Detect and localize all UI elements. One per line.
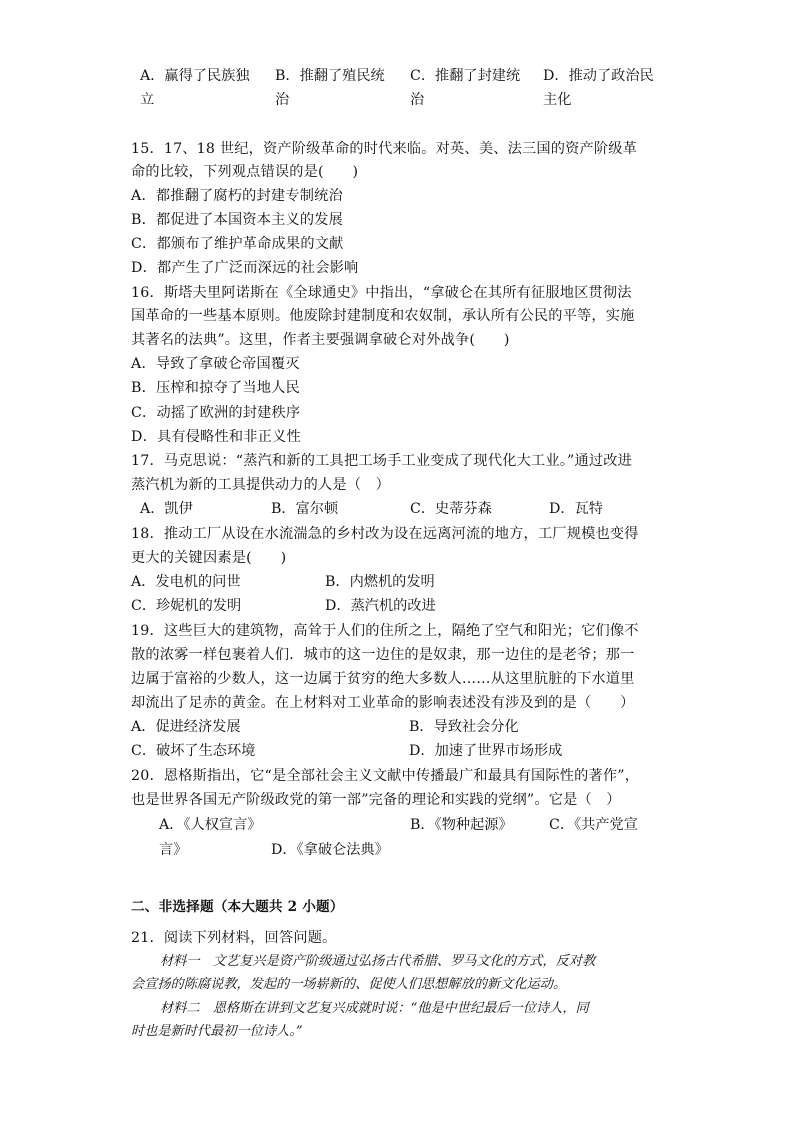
q19-stem-line4: 却流出了足赤的黄金。在上材料对工业革命的影响表述没有涉及到的是（ ）	[131, 695, 635, 711]
q16-option-b: B．压榨和掠夺了当地人民	[131, 380, 300, 396]
q15-stem-line2: 命的比较，下列观点错误的是( )	[131, 164, 359, 180]
q21-material-2-line1: 材料二 恩格斯在讲到文艺复兴成就时说：“他是中世纪最后一位诗人，同	[160, 1001, 589, 1016]
q19-stem-line3: 边属于富裕的少数人，这一边属于贫穷的绝大多数人……从这里肮脏的下水道里	[131, 671, 635, 687]
q16-option-a: A．导致了拿破仑帝国覆灭	[131, 356, 300, 372]
q19-stem-line1: 19．这些巨大的建筑物，高耸于人们的住所之上，隔绝了空气和阳光；它们像不	[131, 623, 639, 639]
q17-option-b: B．富尔顿	[271, 501, 339, 517]
section-2-title: 二、非选择题（本大题共 2 小题）	[131, 899, 344, 915]
q21-material-1-line2: 会宣扬的陈腐说教，发起的一场崭新的、促使人们思想解放的新文化运动。	[131, 977, 567, 992]
q20-option-b: B．《物种起源》	[410, 817, 513, 833]
q15-stem-line1: 15．17、18 世纪，资产阶级革命的时代来临。对英、美、法三国的资产阶级革	[131, 141, 638, 157]
q18-option-a: A．发电机的问世	[131, 574, 241, 590]
q17-stem-line2: 蒸汽机为新的工具提供动力的人是（ ）	[131, 477, 390, 493]
q18-option-b: B．内燃机的发明	[325, 574, 435, 590]
q17-stem-line1: 17．马克思说：“蒸汽和新的工具把工场手工业变成了现代化大工业。”通过改进	[131, 453, 633, 469]
q19-stem-line2: 散的浓雾一样包裹着人们．城市的这一边住的是奴隶，那一边住的是老爷；那一	[131, 647, 635, 663]
q16-option-c: C．动摇了欧洲的封建秩序	[131, 405, 301, 421]
q18-stem-line2: 更大的关键因素是( )	[131, 550, 287, 566]
q14-option-c: C．推翻了封建统 治	[410, 68, 521, 108]
q21-material-1-line1: 材料一 文艺复兴是资产阶级通过弘扬古代希腊、罗马文化的方式，反对教	[160, 954, 596, 969]
q21-stem: 21．阅读下列材料，回答问题。	[131, 930, 337, 946]
q18-option-d: D．蒸汽机的改进	[325, 598, 436, 614]
q14-option-a: A．赢得了民族独 立	[140, 68, 250, 108]
q14-option-b: B．推翻了殖民统 治	[275, 68, 385, 108]
q20-stem-line2: 也是世界各国无产阶级政党的第一部”完备的理论和实践的党纲”。它是（ ）	[131, 792, 621, 808]
q20-option-a: A．《人权宣言》	[159, 817, 262, 833]
q15-option-b: B．都促进了本国资本主义的发展	[131, 212, 344, 228]
q18-stem-line1: 18．推动工厂从设在水流湍急的乡村改为设在远离河流的地方，工厂规模也变得	[131, 526, 639, 542]
q17-option-a: A．凯伊	[140, 501, 193, 517]
q20-option-d: D．《拿破仑法典》	[271, 842, 389, 858]
q16-stem-line1: 16．斯塔夫里阿诺斯在《全球通史》中指出，“拿破仑在其所有征服地区贯彻法	[131, 285, 632, 301]
q20-option-c-line1: C．《共产党宣	[549, 817, 638, 833]
q16-stem-line3: 其著名的法典”。这里，作者主要强调拿破仑对外战争( )	[131, 332, 510, 348]
q21-material-2-line2: 时也是新时代最初一位诗人。”	[131, 1024, 303, 1039]
q15-option-d: D．都产生了广泛而深远的社会影响	[131, 260, 359, 276]
q19-option-d: D．加速了世界市场形成	[409, 743, 563, 759]
q17-option-d: D．瓦特	[549, 501, 603, 517]
q20-option-c-line2: 言》	[159, 842, 188, 858]
q19-option-b: B．导致社会分化	[409, 719, 519, 735]
q15-option-c: C．都颁布了维护革命成果的文献	[131, 236, 344, 252]
q20-stem-line1: 20．恩格斯指出，它“是全部社会主义文献中传播最广和最具有国际性的著作”，	[131, 768, 640, 784]
q19-option-a: A．促进经济发展	[131, 719, 241, 735]
q17-option-c: C．史蒂芬森	[410, 501, 492, 517]
q16-stem-line2: 国革命的一些基本原则。他废除封建制度和农奴制，承认所有公民的平等，实施	[131, 308, 635, 324]
q14-option-d: D．推动了政治民 主化	[543, 68, 654, 108]
q18-option-c: C．珍妮机的发明	[131, 598, 242, 614]
q16-option-d: D．具有侵略性和非正义性	[131, 429, 301, 445]
q15-option-a: A．都推翻了腐朽的封建专制统治	[131, 188, 343, 204]
q19-option-c: C．破坏了生态环境	[131, 743, 256, 759]
